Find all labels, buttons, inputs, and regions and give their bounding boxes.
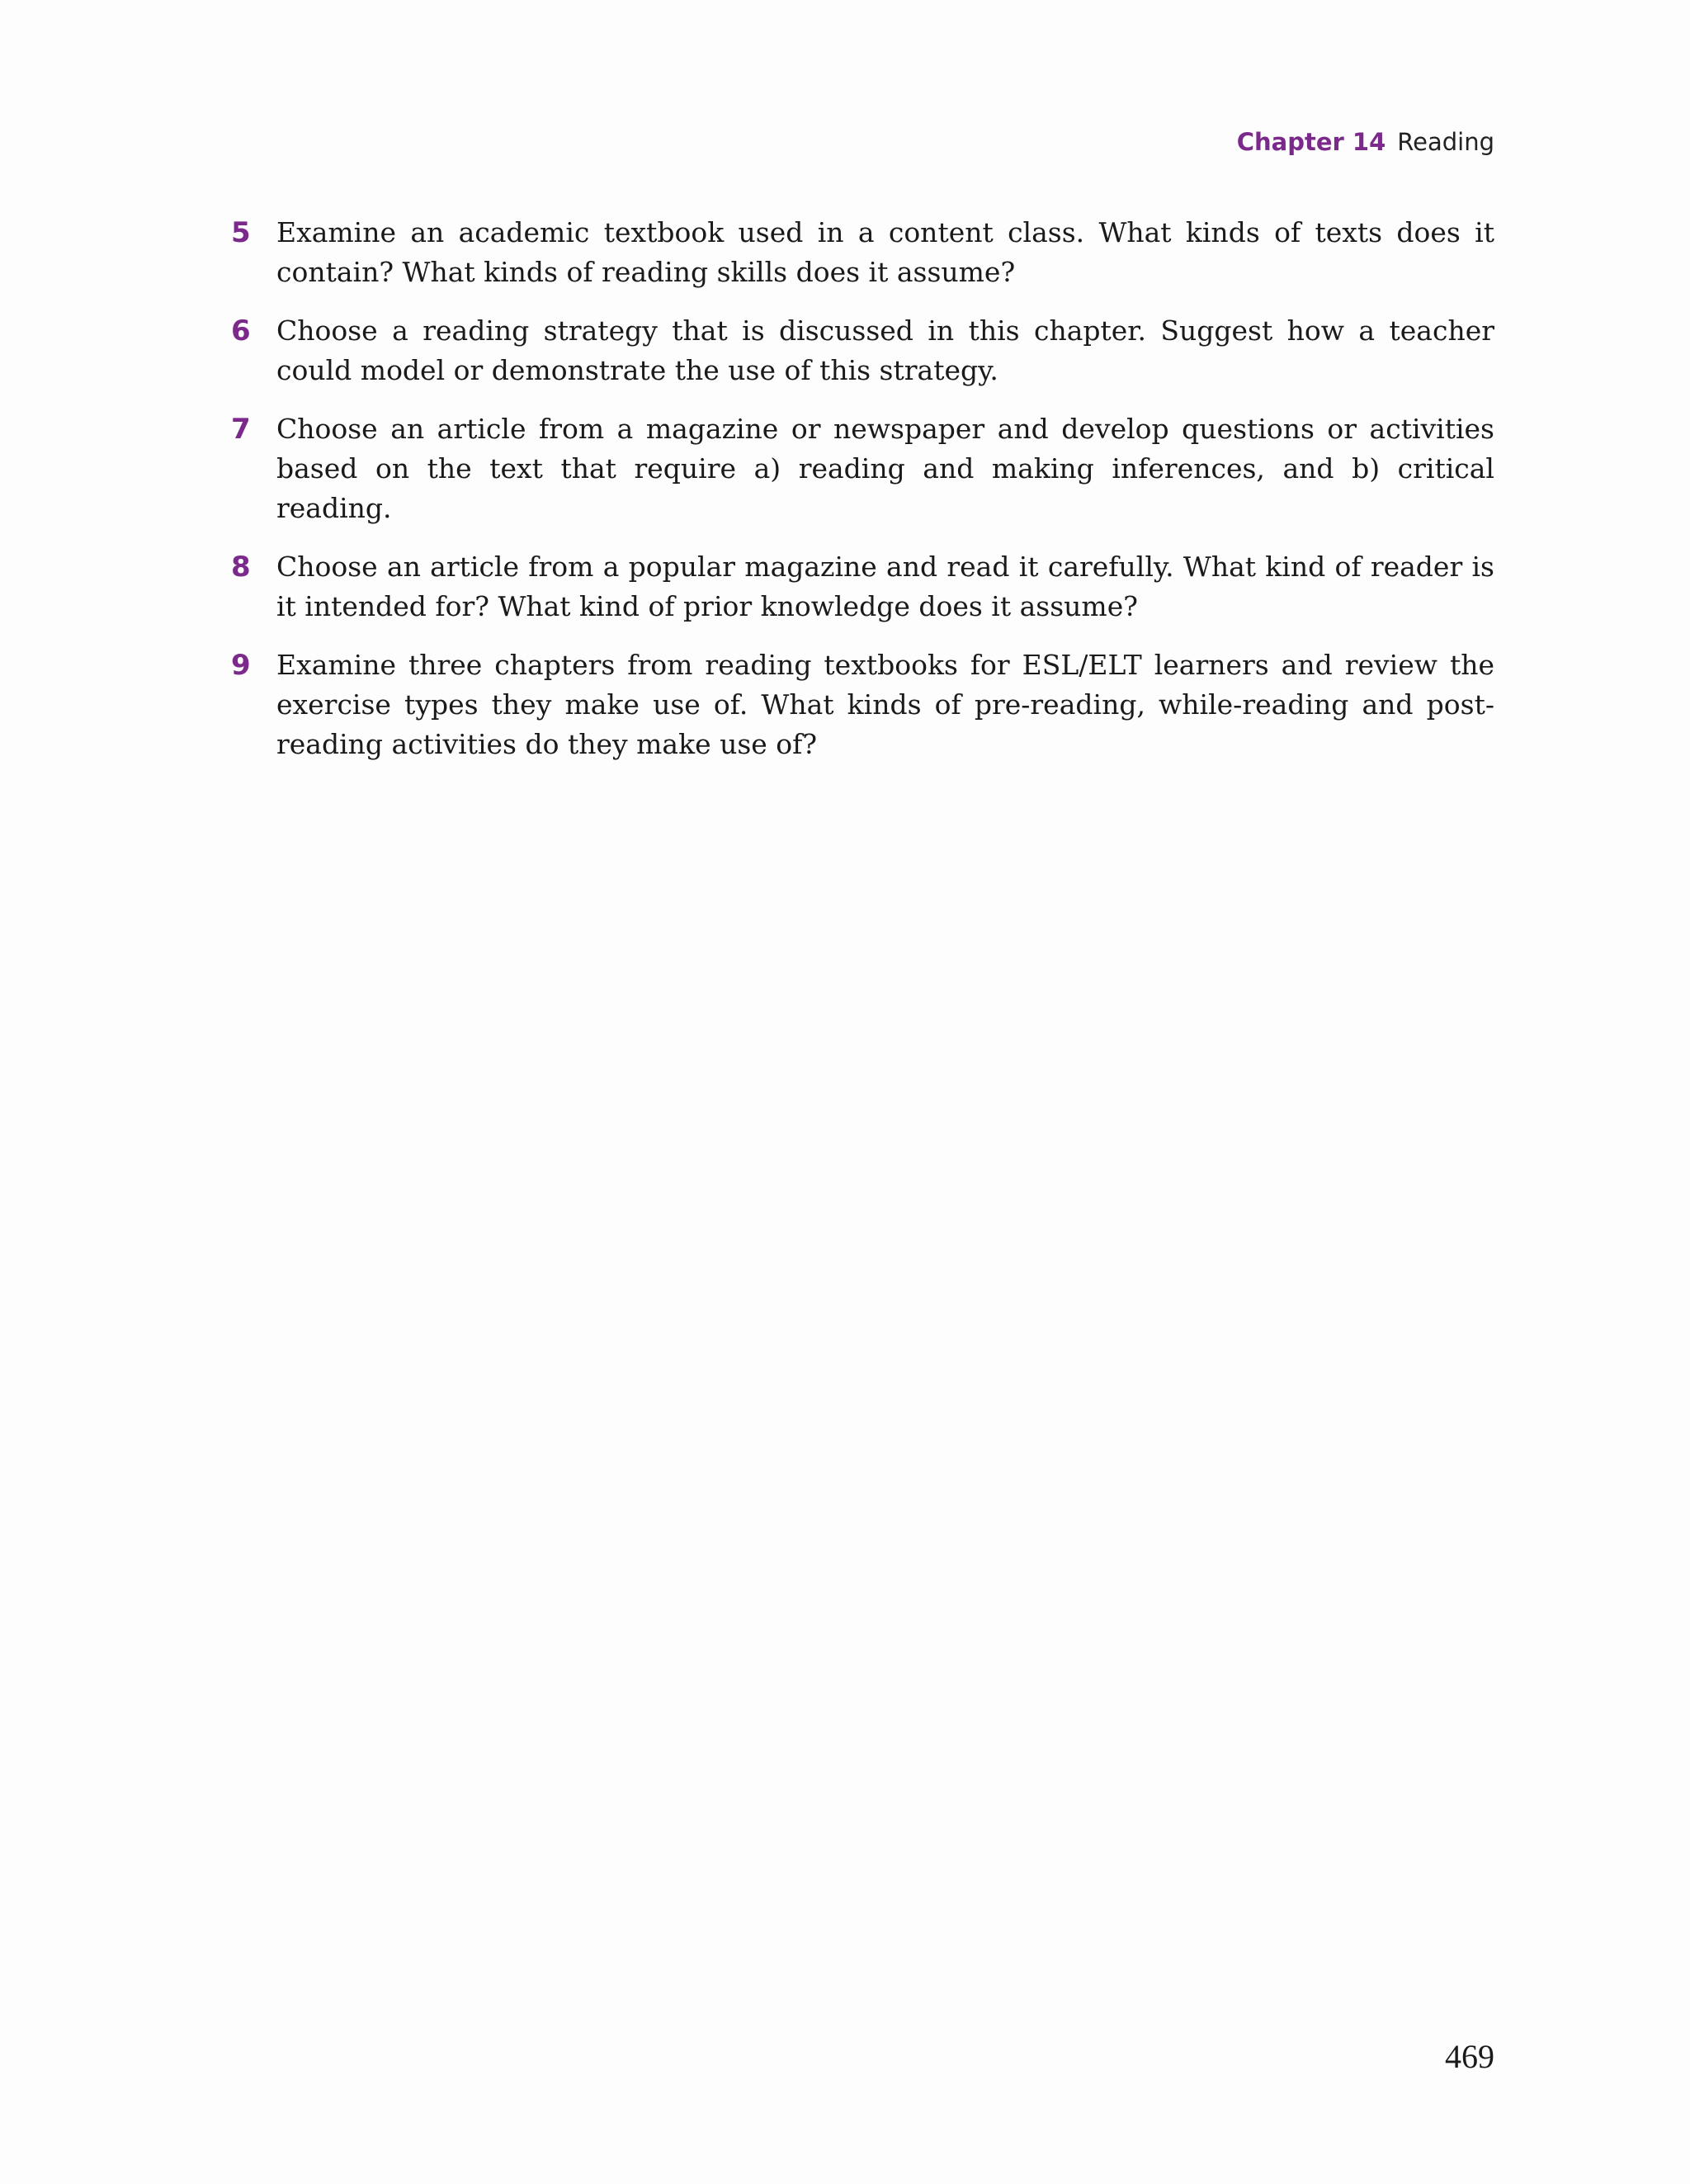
question-text: Examine three chapters from reading textbooks for ESL/ELT learners and review the exercise types they make use of. What kinds of pre-reading, while-reading and post-reading activities do they make use of? — [276, 649, 1494, 760]
question-number: 9 — [231, 649, 251, 682]
question-number: 5 — [231, 216, 251, 249]
question-item — [231, 547, 1494, 626]
question-text: Examine an academic textbook used in a content class. What kinds of texts does it contain? What kinds of reading skills does it assume? — [276, 216, 1494, 288]
question-item — [231, 213, 1494, 292]
question-text: Choose a reading strategy that is discussed in this chapter. Suggest how a teacher could model or demonstrate the use of this strategy. — [276, 314, 1494, 386]
question-number: 6 — [231, 314, 251, 347]
question-number: 7 — [231, 413, 251, 446]
question-item — [231, 645, 1494, 764]
question-text: Choose an article from a magazine or newspaper and develop questions or activities based on the text that require a) reading and making inferences, and b) critical reading. — [276, 413, 1494, 524]
running-head — [1237, 125, 1494, 158]
section-title: Reading — [1397, 128, 1494, 156]
question-text: Choose an article from a popular magazine and read it carefully. What kind of reader is it intended for? What kind of prior knowledge does it assume? — [276, 551, 1494, 622]
question-item — [231, 311, 1494, 390]
question-number: 8 — [231, 551, 251, 584]
question-list — [231, 213, 1494, 783]
chapter-label: Chapter 14 — [1236, 128, 1386, 156]
question-item — [231, 409, 1494, 528]
page-number: 469 — [1445, 2038, 1494, 2075]
